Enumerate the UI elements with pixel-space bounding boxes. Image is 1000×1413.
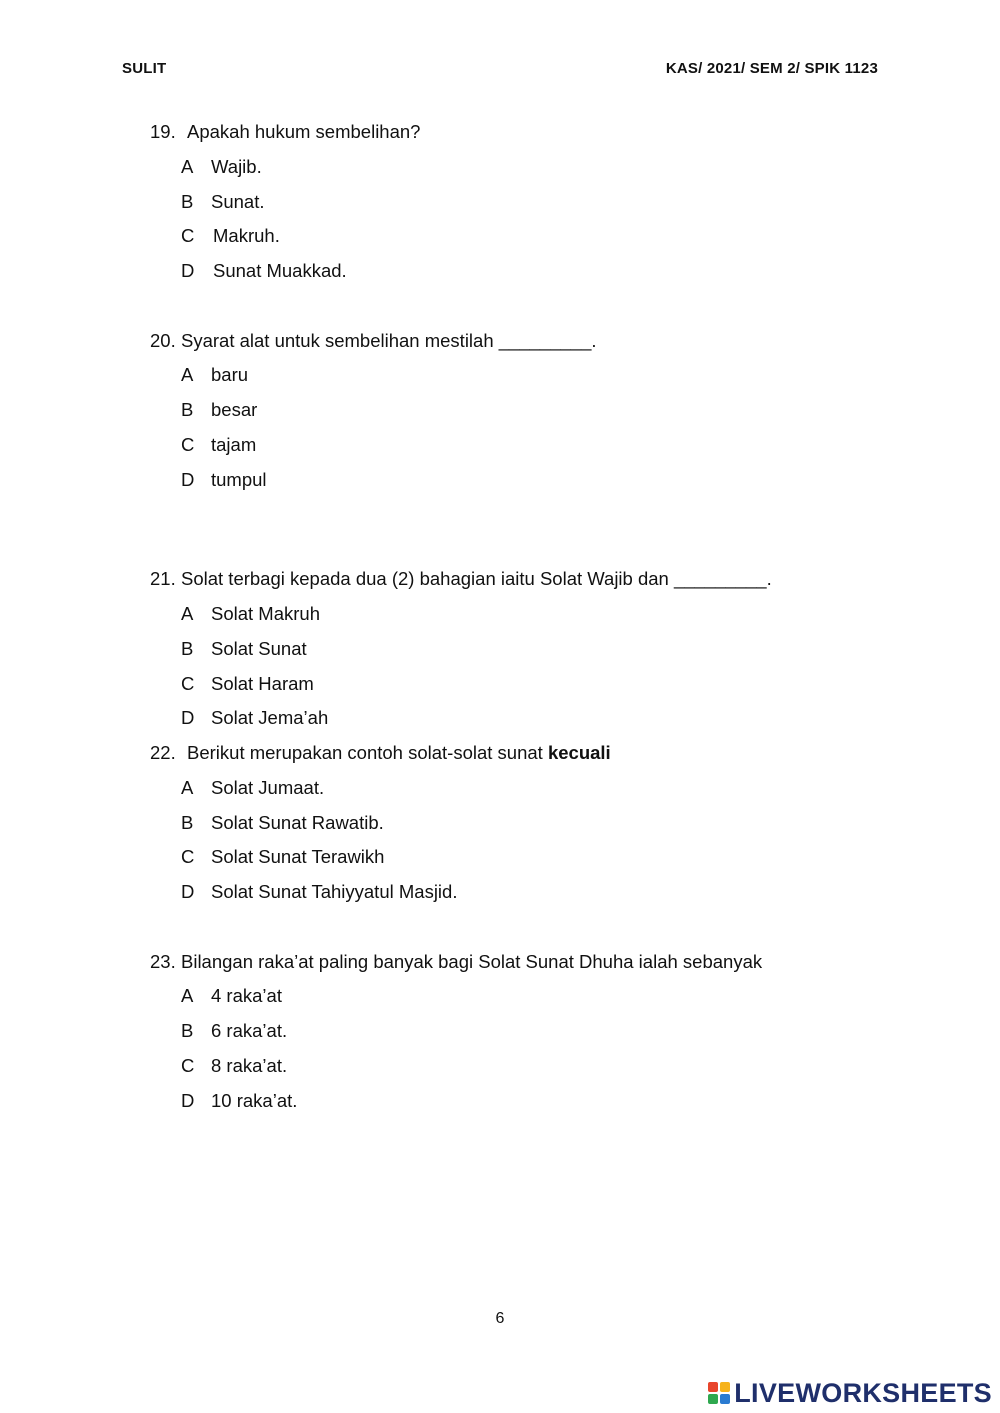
option-text: 4 raka’at — [211, 985, 282, 1006]
option-22-b[interactable] — [181, 812, 384, 834]
option-text: Solat Sunat Terawikh — [211, 846, 385, 867]
option-letter: C — [181, 1055, 195, 1076]
option-19-c[interactable] — [181, 225, 280, 247]
option-letter: D — [181, 260, 195, 281]
liveworksheets-logo-icon — [708, 1382, 730, 1404]
option-22-a[interactable] — [181, 777, 324, 799]
option-20-d[interactable] — [181, 469, 267, 491]
option-20-c[interactable] — [181, 434, 256, 456]
option-letter: A — [181, 985, 194, 1006]
option-text: Solat Haram — [211, 673, 314, 694]
option-letter: D — [181, 707, 195, 728]
question-text: Apakah hukum sembelihan? — [187, 121, 421, 142]
option-letter: B — [181, 812, 194, 833]
option-letter: D — [181, 1090, 195, 1111]
option-22-d[interactable] — [181, 881, 457, 903]
option-text: Makruh. — [213, 225, 280, 246]
question-21 — [150, 568, 772, 590]
option-23-c[interactable] — [181, 1055, 287, 1077]
question-number: 20. — [150, 330, 176, 351]
option-letter: A — [181, 364, 194, 385]
option-23-a[interactable] — [181, 985, 282, 1007]
page-number: 6 — [495, 1310, 505, 1327]
option-text: tumpul — [211, 469, 267, 490]
option-text: Solat Jumaat. — [211, 777, 325, 798]
question-22 — [150, 742, 611, 764]
question-20 — [150, 330, 597, 352]
option-23-d[interactable] — [181, 1090, 297, 1112]
option-letter: D — [181, 469, 195, 490]
option-text: baru — [211, 364, 249, 385]
option-22-c[interactable] — [181, 846, 384, 868]
option-19-d[interactable] — [181, 260, 347, 282]
option-21-b[interactable] — [181, 638, 307, 660]
option-text: Solat Sunat Rawatib. — [211, 812, 384, 833]
option-text: Solat Jema’ah — [211, 707, 329, 728]
question-emphasis: kecuali — [547, 742, 611, 763]
question-text: Syarat alat untuk sembelihan mestilah _________. — [181, 330, 597, 351]
question-number: 21. — [150, 568, 176, 589]
question-number: 19. — [150, 121, 176, 142]
option-letter: B — [181, 191, 194, 212]
option-text: besar — [211, 399, 258, 420]
option-letter: B — [181, 1020, 194, 1041]
question-text: Solat terbagi kepada dua (2) bahagian iaitu Solat Wajib dan _________. — [181, 568, 772, 589]
option-letter: D — [181, 881, 195, 902]
option-text: Solat Makruh — [211, 603, 320, 624]
option-19-a[interactable] — [181, 156, 262, 178]
liveworksheets-logo[interactable] — [708, 1379, 992, 1407]
option-21-c[interactable] — [181, 673, 314, 695]
option-letter: A — [181, 156, 194, 177]
option-21-a[interactable] — [181, 603, 320, 625]
option-text: Sunat. — [211, 191, 265, 212]
option-text: 6 raka’at. — [211, 1020, 288, 1041]
option-text: 8 raka’at. — [211, 1055, 288, 1076]
option-21-d[interactable] — [181, 707, 328, 729]
option-letter: A — [181, 603, 194, 624]
option-20-a[interactable] — [181, 364, 248, 386]
header-right: KAS/ 2021/ SEM 2/ SPIK 1123 — [665, 60, 878, 77]
option-text: Solat Sunat Tahiyyatul Masjid. — [211, 881, 458, 902]
option-letter: C — [181, 225, 195, 246]
option-letter: B — [181, 399, 194, 420]
option-19-b[interactable] — [181, 191, 265, 213]
option-letter: C — [181, 434, 195, 455]
option-23-b[interactable] — [181, 1020, 287, 1042]
option-text: 10 raka’at. — [211, 1090, 298, 1111]
question-number: 22. — [150, 742, 176, 763]
option-letter: C — [181, 846, 195, 867]
question-19 — [150, 121, 420, 143]
option-letter: B — [181, 638, 194, 659]
option-text: Sunat Muakkad. — [213, 260, 347, 281]
question-text: Bilangan raka’at paling banyak bagi Solat Sunat Dhuha ialah sebanyak — [181, 951, 763, 972]
option-letter: C — [181, 673, 195, 694]
logo-text: LIVEWORKSHEETS — [734, 1377, 992, 1408]
question-number: 23. — [150, 951, 176, 972]
question-23 — [150, 951, 762, 973]
option-text: Solat Sunat — [211, 638, 307, 659]
option-20-b[interactable] — [181, 399, 257, 421]
option-text: Wajib. — [211, 156, 262, 177]
option-letter: A — [181, 777, 194, 798]
option-text: tajam — [211, 434, 257, 455]
header-left: SULIT — [122, 60, 167, 77]
question-text: Berikut merupakan contoh solat-solat sunat — [187, 742, 543, 763]
